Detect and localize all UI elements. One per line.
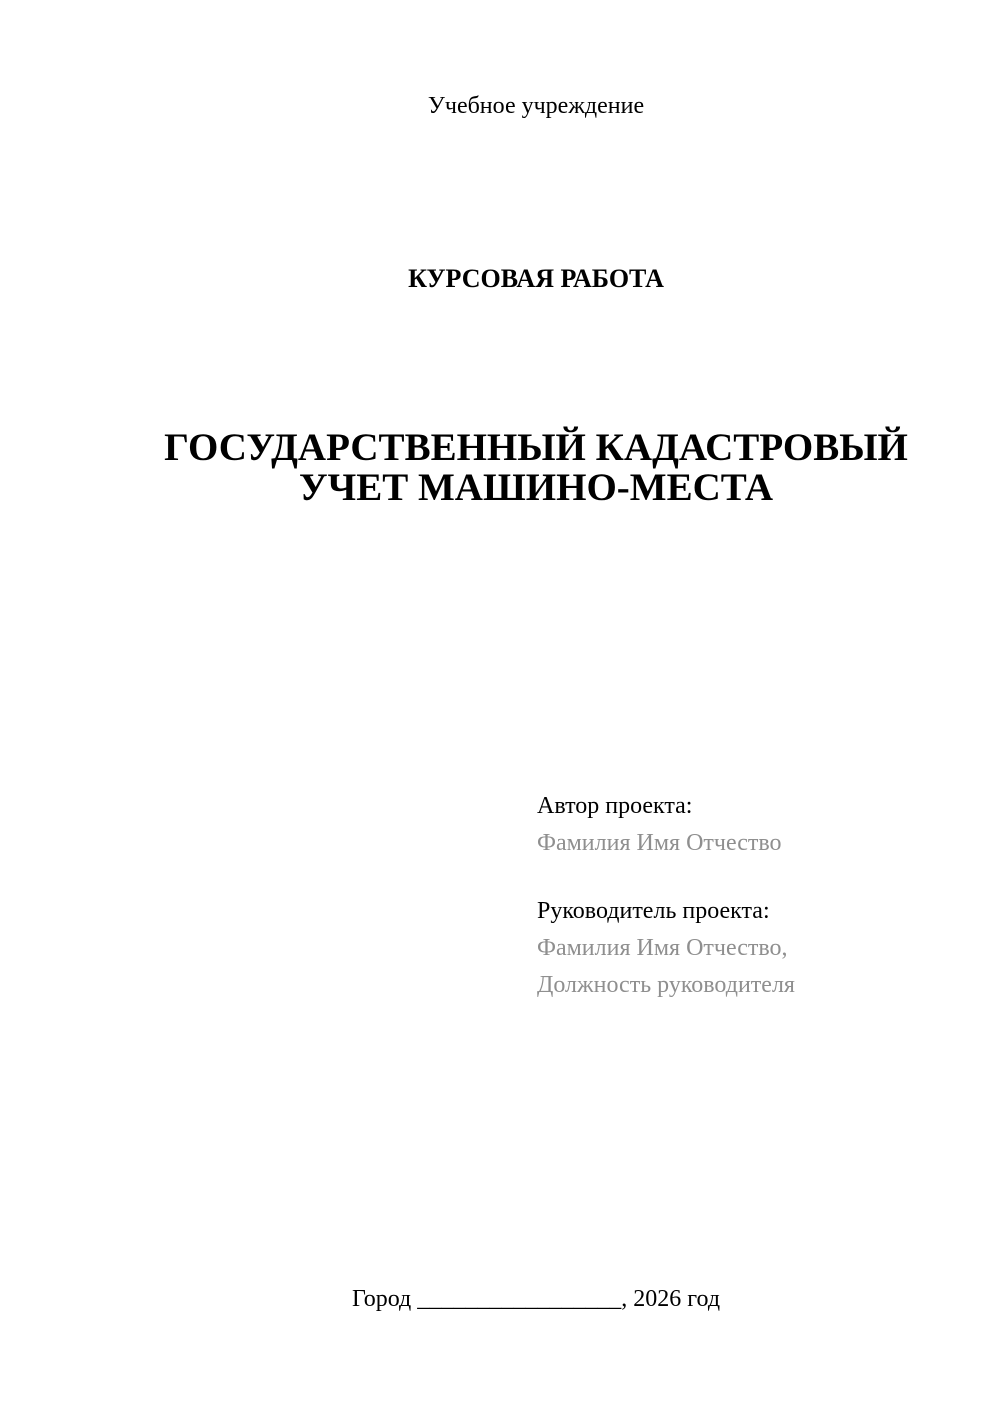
- main-title-line-2: УЧЕТ МАШИНО-МЕСТА: [298, 466, 774, 509]
- institution-line: Учебное учреждение: [427, 93, 645, 119]
- author-label: Автор проекта:: [537, 793, 693, 819]
- author-group: [537, 788, 795, 862]
- main-title-line-1: ГОСУДАРСТВЕННЫЙ КАДАСТРОВЫЙ: [164, 426, 908, 469]
- year-text: , 2026 год: [621, 1286, 721, 1312]
- author-name-placeholder: Фамилия Имя Отчество: [537, 830, 782, 856]
- supervisor-group: [537, 893, 795, 1004]
- footer-line: [143, 1285, 929, 1314]
- credits-block: [537, 788, 795, 1004]
- supervisor-role-placeholder: Должность руководителя: [537, 972, 795, 998]
- supervisor-label: Руководитель проекта:: [537, 898, 770, 924]
- main-title: [143, 428, 929, 508]
- city-blank-underline: _________________: [417, 1286, 622, 1312]
- supervisor-name-placeholder: Фамилия Имя Отчество,: [537, 935, 788, 961]
- city-label: Город: [351, 1286, 412, 1312]
- work-type-heading: КУРСОВАЯ РАБОТА: [408, 264, 664, 293]
